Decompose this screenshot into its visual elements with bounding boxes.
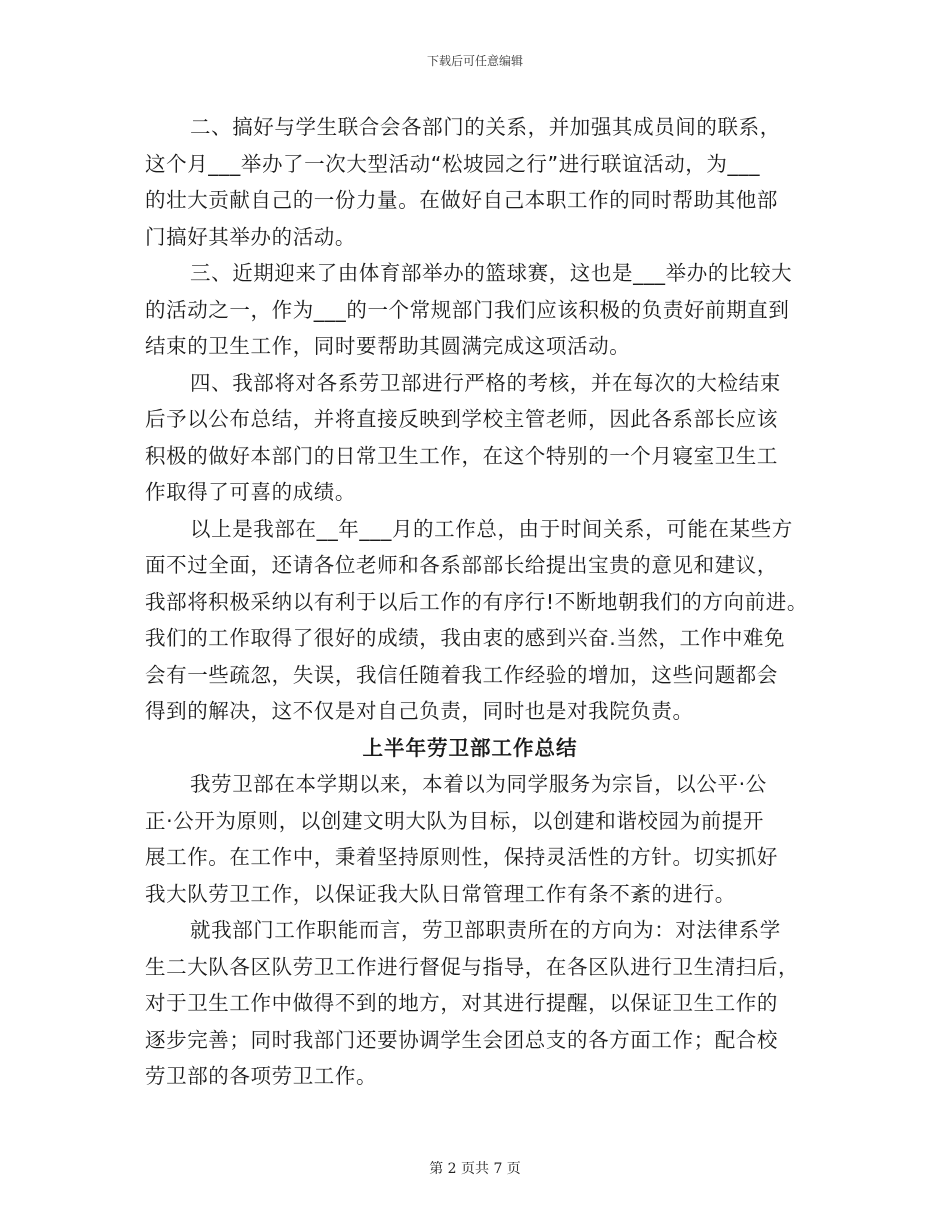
paragraph-line: 积极的做好本部门的日常卫生工作，在这个特别的一个月寝室卫生工 bbox=[145, 443, 778, 468]
page-footer: 第 2 页共 7 页 bbox=[429, 1161, 521, 1177]
paragraph-line: 生二大队各区队劳卫工作进行督促与指导，在各区队进行卫生清扫后， bbox=[145, 954, 800, 979]
paragraph-line: 门搞好其举办的活动。 bbox=[145, 224, 356, 249]
paragraph-line: 对于卫生工作中做得不到的地方，对其进行提醒，以保证卫生工作的 bbox=[145, 991, 778, 1015]
paragraph-line: 四、我部将对各系劳卫部进行严格的考核，并在每次的大检结束 bbox=[190, 370, 781, 395]
paragraph-line: 面不过全面，还请各位老师和各系部部长给提出宝贵的意见和建议， bbox=[145, 553, 778, 577]
paragraph-line: 我劳卫部在本学期以来，本着以为同学服务为宗旨，以公平·公 bbox=[190, 772, 767, 796]
paragraph-line: 我们的工作取得了很好的成绩，我由衷的感到兴奋.当然，工作中难免 bbox=[145, 626, 786, 650]
paragraph-line: 这个月___举办了一次大型活动“松坡园之行”进行联谊活动，为___ bbox=[145, 151, 761, 176]
paragraph-line: 三、近期迎来了由体育部举办的篮球赛，这也是___举办的比较大 bbox=[190, 261, 793, 285]
paragraph-line: 我部将积极采纳以有利于以后工作的有序行!不断地朝我们的方向前进。 bbox=[145, 589, 808, 614]
paragraph-line: 逐步完善；同时我部门还要协调学生会团总支的各方面工作；配合校 bbox=[145, 1027, 778, 1052]
paragraph-line: 二、搞好与学生联合会各部门的关系，并加强其成员间的联系， bbox=[190, 115, 781, 139]
paragraph-line: 正·公开为原则，以创建文明大队为目标，以创建和谐校园为前提开 bbox=[145, 808, 765, 833]
paragraph-line: 的壮大贡献自己的一份力量。在做好自己本职工作的同时帮助其他部 bbox=[145, 188, 778, 212]
paragraph-line: 以上是我部在__年___月的工作总，由于时间关系，可能在某些方 bbox=[190, 516, 793, 541]
paragraph-line: 我大队劳卫工作，以保证我大队日常管理工作有条不紊的进行。 bbox=[145, 881, 736, 906]
page-header: 下载后可任意编辑 bbox=[426, 54, 523, 68]
paragraph-line: 后予以公布总结，并将直接反映到学校主管老师，因此各系部长应该 bbox=[145, 407, 778, 431]
paragraph-line: 会有一些疏忽，失误，我信任随着我工作经验的增加，这些问题都会 bbox=[145, 662, 778, 687]
paragraph-line: 得到的解决，这不仅是对自己负责，同时也是对我院负责。 bbox=[145, 699, 694, 723]
section-heading: 上半年劳卫部工作总结 bbox=[362, 735, 578, 760]
paragraph-line: 结束的卫生工作，同时要帮助其圆满完成这项活动。 bbox=[145, 334, 631, 358]
document-body bbox=[145, 109, 815, 1095]
paragraph-line: 就我部门工作职能而言，劳卫部职责所在的方向为：对法律系学 bbox=[190, 918, 781, 942]
paragraph-line: 劳卫部的各项劳卫工作。 bbox=[145, 1064, 378, 1088]
paragraph-line: 作取得了可喜的成绩。 bbox=[145, 480, 356, 504]
paragraph-line: 的活动之一，作为___的一个常规部门我们应该积极的负责好前期直到 bbox=[145, 297, 790, 322]
paragraph-line: 展工作。在工作中，秉着坚持原则性，保持灵活性的方针。切实抓好 bbox=[145, 845, 778, 869]
